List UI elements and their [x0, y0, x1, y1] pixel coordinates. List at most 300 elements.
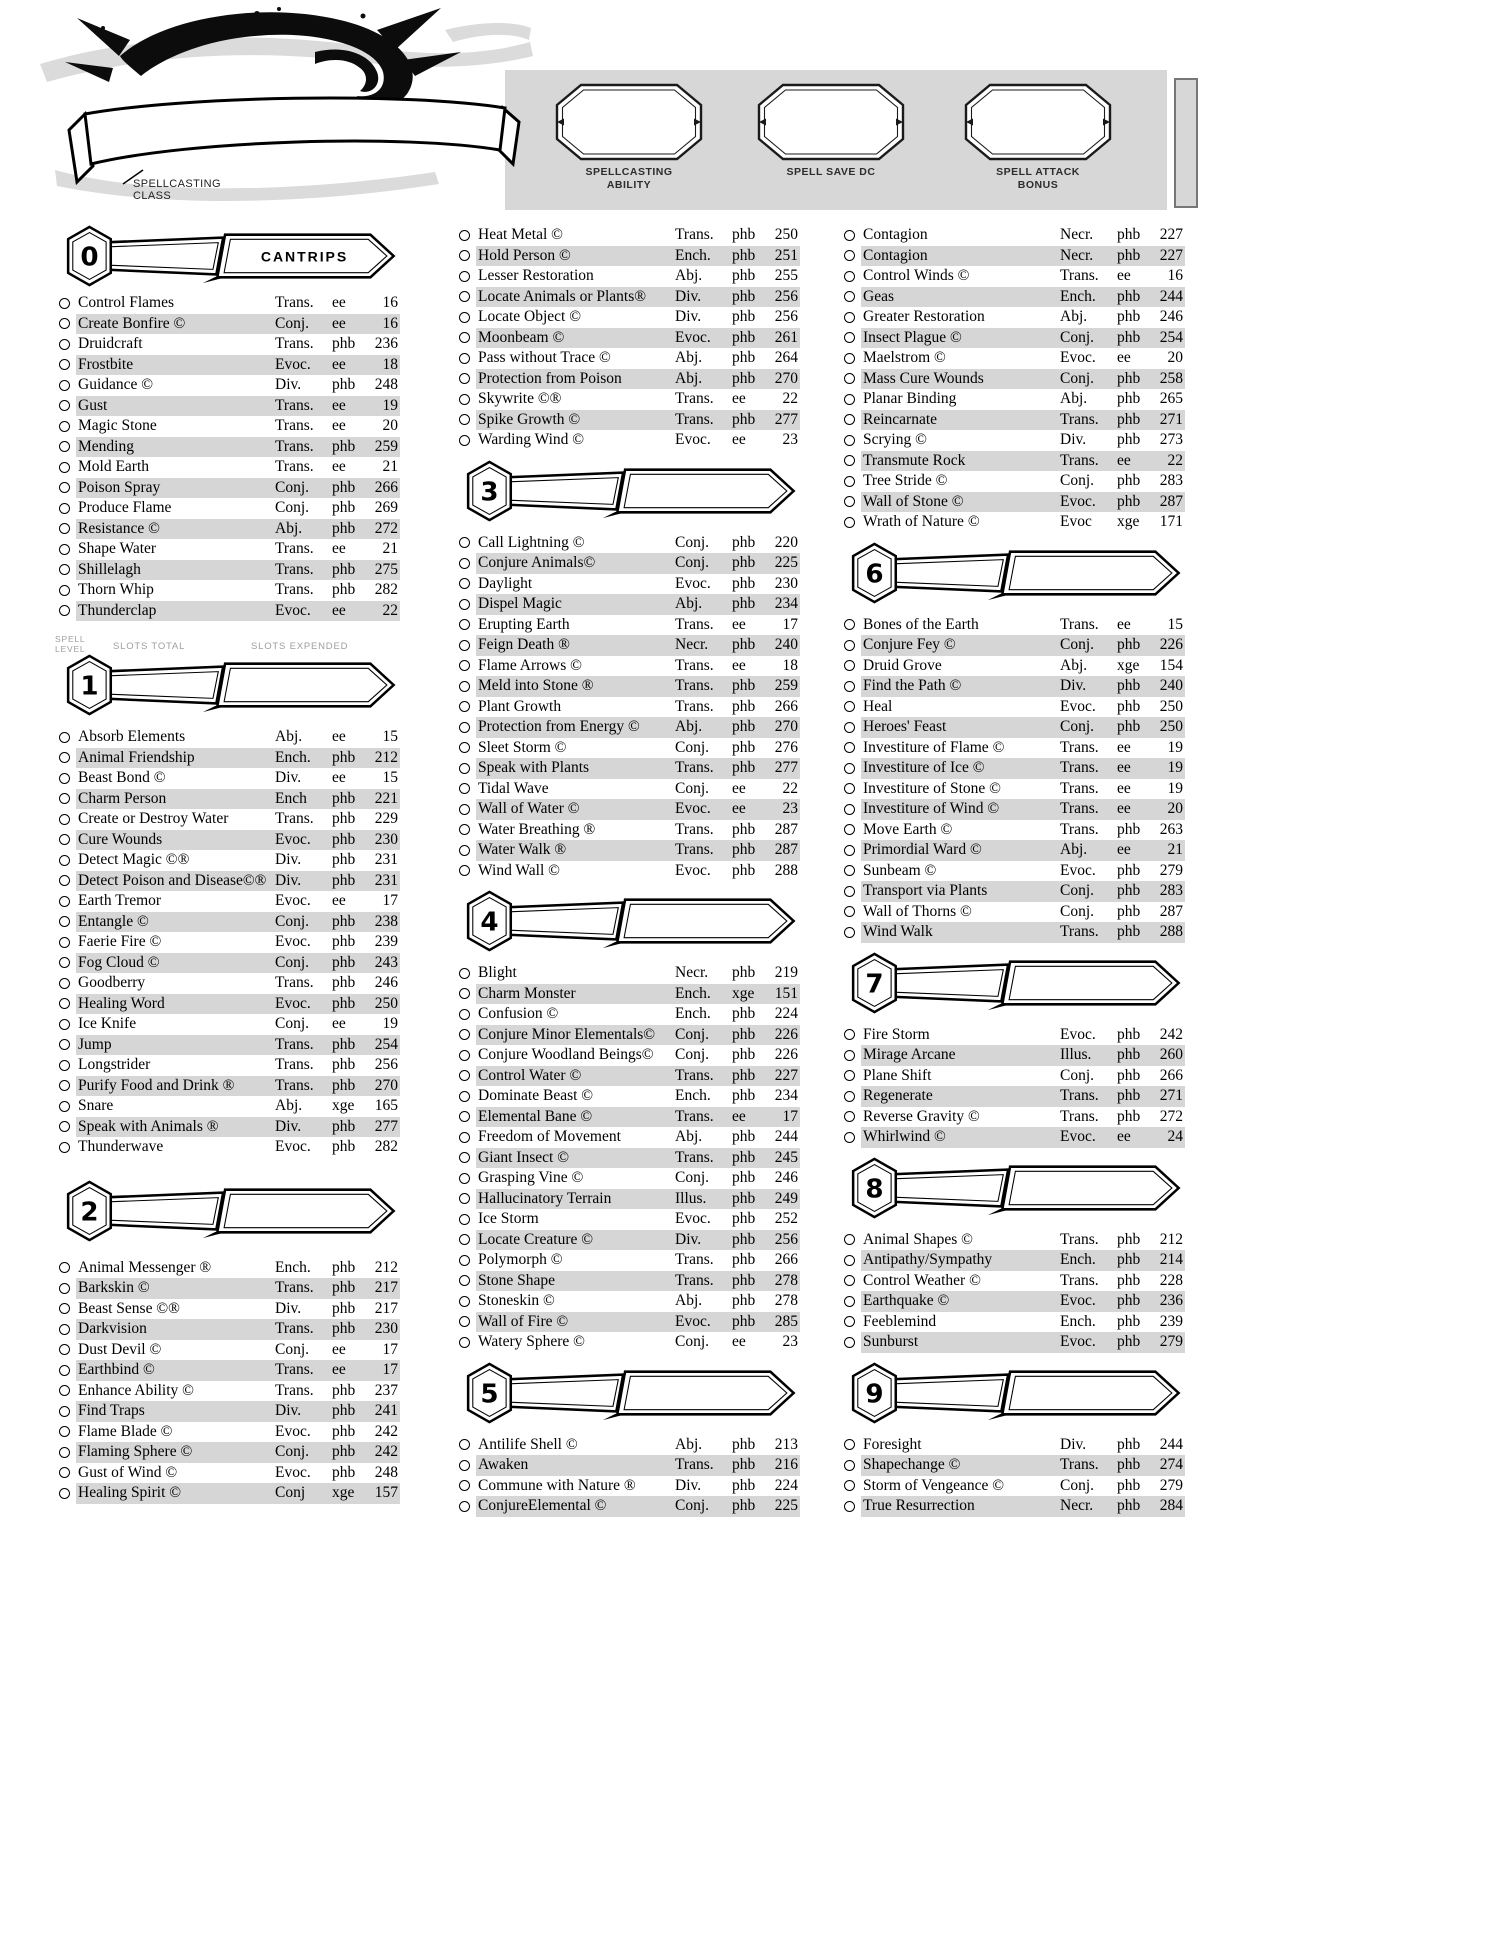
prepared-checkbox[interactable] — [459, 1070, 470, 1081]
prepared-checkbox[interactable] — [459, 1091, 470, 1102]
prepared-checkbox[interactable] — [844, 906, 855, 917]
spell-row — [455, 410, 800, 431]
prepared-checkbox-cell — [840, 1316, 861, 1327]
spell-row — [55, 1055, 400, 1076]
spellcasting-ability-box[interactable] — [554, 82, 704, 191]
spell-school: Evoc. — [1060, 492, 1096, 510]
spell-level-banner[interactable] — [840, 1157, 1185, 1219]
prepared-checkbox[interactable] — [459, 1152, 470, 1163]
prepared-checkbox-cell — [55, 1262, 76, 1273]
spell-school: Trans. — [1060, 1271, 1099, 1289]
source-page: 220 — [774, 533, 798, 551]
prepared-checkbox[interactable] — [59, 1262, 70, 1273]
spell-row-main — [861, 758, 1185, 779]
source-book: phb — [332, 789, 356, 807]
spell-list — [455, 533, 800, 882]
prepared-checkbox[interactable] — [59, 752, 70, 763]
spell-row — [840, 1476, 1185, 1497]
source-book: phb — [732, 697, 756, 715]
prepared-checkbox[interactable] — [844, 230, 855, 241]
prepared-checkbox[interactable] — [844, 1275, 855, 1286]
prepared-checkbox-cell — [55, 875, 76, 886]
spell-row-main — [861, 922, 1185, 943]
prepared-checkbox[interactable] — [844, 1091, 855, 1102]
spell-row-main — [476, 1312, 800, 1333]
prepared-checkbox[interactable] — [844, 660, 855, 671]
prepared-checkbox-cell — [55, 421, 76, 432]
source-page: 24 — [1167, 1128, 1183, 1146]
spell-row — [55, 891, 400, 912]
prepared-checkbox[interactable] — [844, 1132, 855, 1143]
spell-school: Conj. — [275, 1443, 310, 1461]
prepared-checkbox[interactable] — [59, 855, 70, 866]
spell-school: Ench. — [675, 246, 711, 264]
prepared-checkbox[interactable] — [59, 1060, 70, 1071]
prepared-checkbox[interactable] — [59, 814, 70, 825]
spell-row — [55, 953, 400, 974]
spell-name: Daylight — [478, 574, 533, 592]
prepared-checkbox[interactable] — [844, 1337, 855, 1348]
prepared-checkbox-cell — [840, 804, 861, 815]
source-book: phb — [732, 410, 756, 428]
source-page: 227 — [774, 1066, 798, 1084]
prepared-checkbox[interactable] — [459, 1480, 470, 1491]
prepared-checkbox[interactable] — [459, 230, 470, 241]
prepared-checkbox-cell — [840, 455, 861, 466]
prepared-checkbox[interactable] — [459, 332, 470, 343]
spell-row — [840, 410, 1185, 431]
prepared-checkbox[interactable] — [59, 1426, 70, 1437]
source-page: 21 — [1167, 841, 1183, 859]
spell-name: Flame Arrows © — [478, 656, 582, 674]
spell-column — [840, 225, 1185, 1517]
prepared-checkbox[interactable] — [59, 732, 70, 743]
prepared-checkbox[interactable] — [59, 1142, 70, 1153]
prepared-checkbox[interactable] — [844, 886, 855, 897]
prepared-checkbox[interactable] — [59, 998, 70, 1009]
prepared-checkbox[interactable] — [459, 619, 470, 630]
source-book: ee — [332, 540, 346, 558]
spell-name: Gust of Wind © — [78, 1463, 178, 1481]
prepared-checkbox[interactable] — [844, 763, 855, 774]
prepared-checkbox[interactable] — [59, 462, 70, 473]
spell-row — [455, 1004, 800, 1025]
spell-row — [55, 478, 400, 499]
spell-row-main — [861, 1271, 1185, 1292]
prepared-checkbox[interactable] — [459, 640, 470, 651]
prepared-checkbox[interactable] — [459, 414, 470, 425]
prepared-checkbox[interactable] — [59, 585, 70, 596]
spell-row — [55, 850, 400, 871]
spell-name: Heroes' Feast — [863, 718, 947, 736]
prepared-checkbox[interactable] — [59, 834, 70, 845]
prepared-checkbox[interactable] — [844, 1070, 855, 1081]
prepared-checkbox[interactable] — [459, 312, 470, 323]
prepared-checkbox[interactable] — [459, 1439, 470, 1450]
prepared-checkbox[interactable] — [844, 1460, 855, 1471]
prepared-checkbox[interactable] — [459, 1009, 470, 1020]
prepared-checkbox[interactable] — [459, 1214, 470, 1225]
source-book: ee — [732, 615, 746, 633]
source-book: ee — [1117, 267, 1131, 285]
prepared-checkbox[interactable] — [844, 1439, 855, 1450]
prepared-checkbox[interactable] — [59, 380, 70, 391]
prepared-checkbox[interactable] — [59, 605, 70, 616]
source-book: phb — [1117, 1046, 1141, 1064]
prepared-checkbox[interactable] — [844, 332, 855, 343]
prepared-checkbox[interactable] — [59, 564, 70, 575]
prepared-checkbox[interactable] — [59, 1365, 70, 1376]
prepared-checkbox[interactable] — [59, 1344, 70, 1355]
prepared-checkbox[interactable] — [59, 339, 70, 350]
prepared-checkbox[interactable] — [59, 793, 70, 804]
spell-school: Illus. — [675, 1189, 707, 1207]
prepared-checkbox[interactable] — [59, 1019, 70, 1030]
prepared-checkbox[interactable] — [59, 957, 70, 968]
prepared-checkbox-cell — [455, 1009, 476, 1020]
spell-level-banner[interactable] — [55, 225, 400, 287]
spell-level-banner[interactable] — [455, 460, 800, 522]
spell-school: Conj. — [675, 1169, 710, 1187]
source-book: phb — [732, 1025, 756, 1043]
spell-row-main — [476, 820, 800, 841]
source-page: 259 — [374, 437, 398, 455]
spell-row-main — [76, 1422, 400, 1443]
prepared-checkbox-cell — [455, 558, 476, 569]
prepared-checkbox[interactable] — [459, 1255, 470, 1266]
prepared-checkbox[interactable] — [459, 1460, 470, 1471]
prepared-checkbox[interactable] — [459, 1296, 470, 1307]
spell-level-banner[interactable] — [55, 654, 400, 716]
prepared-checkbox[interactable] — [459, 763, 470, 774]
prepared-checkbox[interactable] — [844, 1255, 855, 1266]
spell-name: Wall of Fire © — [478, 1312, 569, 1330]
spell-school: Trans. — [275, 1381, 314, 1399]
prepared-checkbox[interactable] — [59, 482, 70, 493]
prepared-checkbox[interactable] — [459, 578, 470, 589]
prepared-checkbox[interactable] — [844, 1480, 855, 1491]
prepared-checkbox[interactable] — [459, 804, 470, 815]
spell-name: Darkvision — [78, 1320, 147, 1338]
spell-name: Mending — [78, 437, 134, 455]
prepared-checkbox[interactable] — [844, 1296, 855, 1307]
spell-row-main — [861, 266, 1185, 287]
prepared-checkbox[interactable] — [844, 250, 855, 261]
octagon-frame-icon — [963, 82, 1113, 162]
spell-row-main — [76, 355, 400, 376]
spell-row-main — [861, 1496, 1185, 1517]
spell-school: Trans. — [1060, 1230, 1099, 1248]
source-book: phb — [1117, 1087, 1141, 1105]
prepared-checkbox[interactable] — [459, 660, 470, 671]
spell-row — [55, 1442, 400, 1463]
prepared-checkbox[interactable] — [59, 1406, 70, 1417]
source-book: phb — [1117, 369, 1141, 387]
prepared-checkbox[interactable] — [844, 824, 855, 835]
prepared-checkbox[interactable] — [844, 435, 855, 446]
prepared-checkbox[interactable] — [59, 544, 70, 555]
spell-name: Freedom of Movement — [478, 1128, 621, 1146]
spell-row-main — [861, 1291, 1185, 1312]
spell-row — [55, 314, 400, 335]
prepared-checkbox[interactable] — [844, 845, 855, 856]
prepared-checkbox[interactable] — [844, 927, 855, 938]
prepared-checkbox[interactable] — [459, 435, 470, 446]
prepared-checkbox[interactable] — [844, 1316, 855, 1327]
prepared-checkbox[interactable] — [844, 640, 855, 651]
prepared-checkbox[interactable] — [459, 250, 470, 261]
prepared-checkbox[interactable] — [59, 298, 70, 309]
spell-row-main — [476, 328, 800, 349]
spell-level-banner[interactable] — [840, 542, 1185, 604]
source-book: phb — [1117, 861, 1141, 879]
prepared-checkbox[interactable] — [59, 1447, 70, 1458]
spell-school: Trans. — [675, 1456, 714, 1474]
prepared-checkbox-cell — [840, 906, 861, 917]
prepared-checkbox[interactable] — [459, 1111, 470, 1122]
prepared-checkbox[interactable] — [844, 1234, 855, 1245]
prepared-checkbox[interactable] — [59, 441, 70, 452]
prepared-checkbox[interactable] — [844, 783, 855, 794]
spell-level-number: 3 — [480, 477, 499, 508]
prepared-checkbox[interactable] — [59, 1385, 70, 1396]
prepared-checkbox[interactable] — [844, 312, 855, 323]
prepared-checkbox[interactable] — [459, 701, 470, 712]
spell-name: Find the Path © — [863, 677, 962, 695]
prepared-checkbox[interactable] — [59, 503, 70, 514]
prepared-checkbox[interactable] — [844, 722, 855, 733]
source-page: 22 — [782, 390, 798, 408]
prepared-checkbox[interactable] — [459, 373, 470, 384]
prepared-checkbox[interactable] — [59, 1467, 70, 1478]
source-page: 270 — [374, 1076, 398, 1094]
prepared-checkbox[interactable] — [59, 359, 70, 370]
spell-row-main — [861, 287, 1185, 308]
prepared-checkbox[interactable] — [844, 681, 855, 692]
spell-row — [55, 539, 400, 560]
spell-row — [55, 994, 400, 1015]
prepared-checkbox-cell — [55, 1101, 76, 1112]
spell-level-section-header — [840, 1362, 1185, 1424]
prepared-checkbox-cell — [55, 1060, 76, 1071]
prepared-checkbox[interactable] — [844, 1111, 855, 1122]
prepared-checkbox[interactable] — [459, 1316, 470, 1327]
prepared-checkbox[interactable] — [459, 783, 470, 794]
source-book: phb — [332, 1076, 356, 1094]
prepared-checkbox[interactable] — [844, 804, 855, 815]
spell-name: Sleet Storm © — [478, 738, 567, 756]
spell-row-main — [76, 539, 400, 560]
spell-name: Mold Earth — [78, 458, 150, 476]
spell-row — [455, 287, 800, 308]
prepared-checkbox-cell — [55, 462, 76, 473]
prepared-checkbox[interactable] — [459, 845, 470, 856]
prepared-checkbox[interactable] — [459, 1173, 470, 1184]
prepared-checkbox[interactable] — [459, 681, 470, 692]
prepared-checkbox-cell — [840, 722, 861, 733]
prepared-checkbox[interactable] — [844, 373, 855, 384]
spell-list — [55, 293, 400, 621]
spell-row-main — [76, 891, 400, 912]
prepared-checkbox[interactable] — [59, 773, 70, 784]
spell-row-main — [476, 594, 800, 615]
spell-row — [55, 1319, 400, 1340]
spell-school: Conj. — [675, 533, 710, 551]
spell-row — [55, 519, 400, 540]
prepared-checkbox[interactable] — [844, 455, 855, 466]
prepared-checkbox[interactable] — [459, 865, 470, 876]
prepared-checkbox[interactable] — [59, 937, 70, 948]
spell-attack-bonus-box[interactable] — [963, 82, 1113, 191]
prepared-checkbox[interactable] — [459, 824, 470, 835]
prepared-checkbox[interactable] — [59, 400, 70, 411]
spell-save-dc-box[interactable] — [756, 82, 906, 179]
prepared-checkbox[interactable] — [459, 1337, 470, 1348]
prepared-checkbox[interactable] — [459, 537, 470, 548]
spell-name: Thorn Whip — [78, 581, 154, 599]
prepared-checkbox-cell — [840, 291, 861, 302]
prepared-checkbox[interactable] — [459, 271, 470, 282]
source-page: 271 — [1159, 1087, 1183, 1105]
source-book: phb — [1117, 410, 1141, 428]
spell-row — [840, 1086, 1185, 1107]
spell-name: Poison Spray — [78, 478, 161, 496]
prepared-checkbox[interactable] — [59, 1080, 70, 1091]
spell-name: Goodberry — [78, 974, 146, 992]
source-book: phb — [1117, 431, 1141, 449]
prepared-checkbox[interactable] — [844, 1029, 855, 1040]
spell-name: Feign Death ® — [478, 636, 570, 654]
spell-row — [840, 1332, 1185, 1353]
prepared-checkbox[interactable] — [459, 722, 470, 733]
prepared-checkbox[interactable] — [459, 1501, 470, 1512]
prepared-checkbox[interactable] — [459, 558, 470, 569]
spell-row — [840, 1107, 1185, 1128]
source-book: phb — [732, 595, 756, 613]
prepared-checkbox[interactable] — [59, 318, 70, 329]
source-book: ee — [332, 892, 346, 910]
prepared-checkbox[interactable] — [459, 1132, 470, 1143]
source-book: phb — [332, 478, 356, 496]
prepared-checkbox[interactable] — [844, 476, 855, 487]
spell-school: Ench. — [675, 1005, 711, 1023]
prepared-checkbox-cell — [455, 1501, 476, 1512]
spell-name: Animal Shapes © — [863, 1230, 973, 1248]
spell-level-banner[interactable] — [455, 890, 800, 952]
prepared-checkbox[interactable] — [844, 353, 855, 364]
source-page: 287 — [1159, 492, 1183, 510]
prepared-checkbox[interactable] — [459, 1193, 470, 1204]
prepared-checkbox[interactable] — [844, 271, 855, 282]
source-page: 256 — [774, 308, 798, 326]
prepared-checkbox[interactable] — [59, 1283, 70, 1294]
prepared-checkbox[interactable] — [59, 916, 70, 927]
prepared-checkbox[interactable] — [459, 1275, 470, 1286]
prepared-checkbox[interactable] — [844, 496, 855, 507]
prepared-checkbox[interactable] — [459, 353, 470, 364]
source-book: ee — [332, 396, 346, 414]
prepared-checkbox[interactable] — [459, 988, 470, 999]
prepared-checkbox-cell — [455, 1029, 476, 1040]
prepared-checkbox-cell — [455, 1337, 476, 1348]
prepared-checkbox[interactable] — [59, 1039, 70, 1050]
prepared-checkbox[interactable] — [59, 1101, 70, 1112]
prepared-checkbox[interactable] — [459, 599, 470, 610]
prepared-checkbox[interactable] — [844, 414, 855, 425]
source-book: ee — [332, 728, 346, 746]
spell-level-banner[interactable] — [55, 1180, 400, 1242]
prepared-checkbox[interactable] — [59, 1324, 70, 1335]
spell-row-main — [476, 1250, 800, 1271]
prepared-checkbox[interactable] — [59, 523, 70, 534]
prepared-checkbox[interactable] — [844, 517, 855, 528]
prepared-checkbox[interactable] — [844, 619, 855, 630]
spell-row-main — [76, 1137, 400, 1158]
spell-school: Conj. — [275, 499, 310, 517]
prepared-checkbox-cell — [55, 503, 76, 514]
source-book: phb — [732, 1435, 756, 1453]
prepared-checkbox[interactable] — [459, 1029, 470, 1040]
prepared-checkbox[interactable] — [59, 896, 70, 907]
prepared-checkbox[interactable] — [459, 1050, 470, 1061]
prepared-checkbox[interactable] — [844, 865, 855, 876]
spell-school: Div. — [275, 851, 302, 869]
spell-row — [840, 697, 1185, 718]
prepared-checkbox[interactable] — [59, 1303, 70, 1314]
source-page: 22 — [1167, 451, 1183, 469]
prepared-checkbox[interactable] — [59, 1121, 70, 1132]
spell-row-main — [476, 779, 800, 800]
prepared-checkbox[interactable] — [844, 1050, 855, 1061]
prepared-checkbox[interactable] — [844, 291, 855, 302]
prepared-checkbox[interactable] — [59, 978, 70, 989]
prepared-checkbox[interactable] — [844, 701, 855, 712]
spell-row-main — [476, 1455, 800, 1476]
spell-level-banner[interactable] — [840, 952, 1185, 1014]
spell-row-main — [861, 225, 1185, 246]
prepared-checkbox[interactable] — [844, 394, 855, 405]
prepared-checkbox[interactable] — [844, 742, 855, 753]
spell-row — [55, 809, 400, 830]
prepared-checkbox[interactable] — [59, 421, 70, 432]
spell-row — [55, 1483, 400, 1504]
prepared-checkbox[interactable] — [59, 1488, 70, 1499]
prepared-checkbox[interactable] — [459, 742, 470, 753]
spell-row-main — [76, 1401, 400, 1422]
spell-name: Investiture of Stone © — [863, 779, 1001, 797]
source-book: ee — [732, 656, 746, 674]
prepared-checkbox[interactable] — [59, 875, 70, 886]
prepared-checkbox[interactable] — [459, 394, 470, 405]
prepared-checkbox[interactable] — [459, 1234, 470, 1245]
source-book: ee — [1117, 738, 1131, 756]
spell-level-banner[interactable] — [840, 1362, 1185, 1424]
spell-row — [55, 932, 400, 953]
spell-row — [55, 375, 400, 396]
spell-name: Thunderclap — [78, 601, 157, 619]
prepared-checkbox[interactable] — [459, 291, 470, 302]
spell-school: Div. — [675, 1230, 702, 1248]
spell-school: Ench. — [1060, 287, 1096, 305]
spell-name: Fire Storm — [863, 1025, 930, 1043]
prepared-checkbox[interactable] — [459, 968, 470, 979]
spell-name: Meld into Stone ® — [478, 677, 594, 695]
spell-row — [55, 1137, 400, 1158]
prepared-checkbox[interactable] — [844, 1501, 855, 1512]
spell-row-main — [76, 932, 400, 953]
spell-level-banner[interactable] — [455, 1362, 800, 1424]
spell-level-number: 0 — [80, 242, 99, 273]
